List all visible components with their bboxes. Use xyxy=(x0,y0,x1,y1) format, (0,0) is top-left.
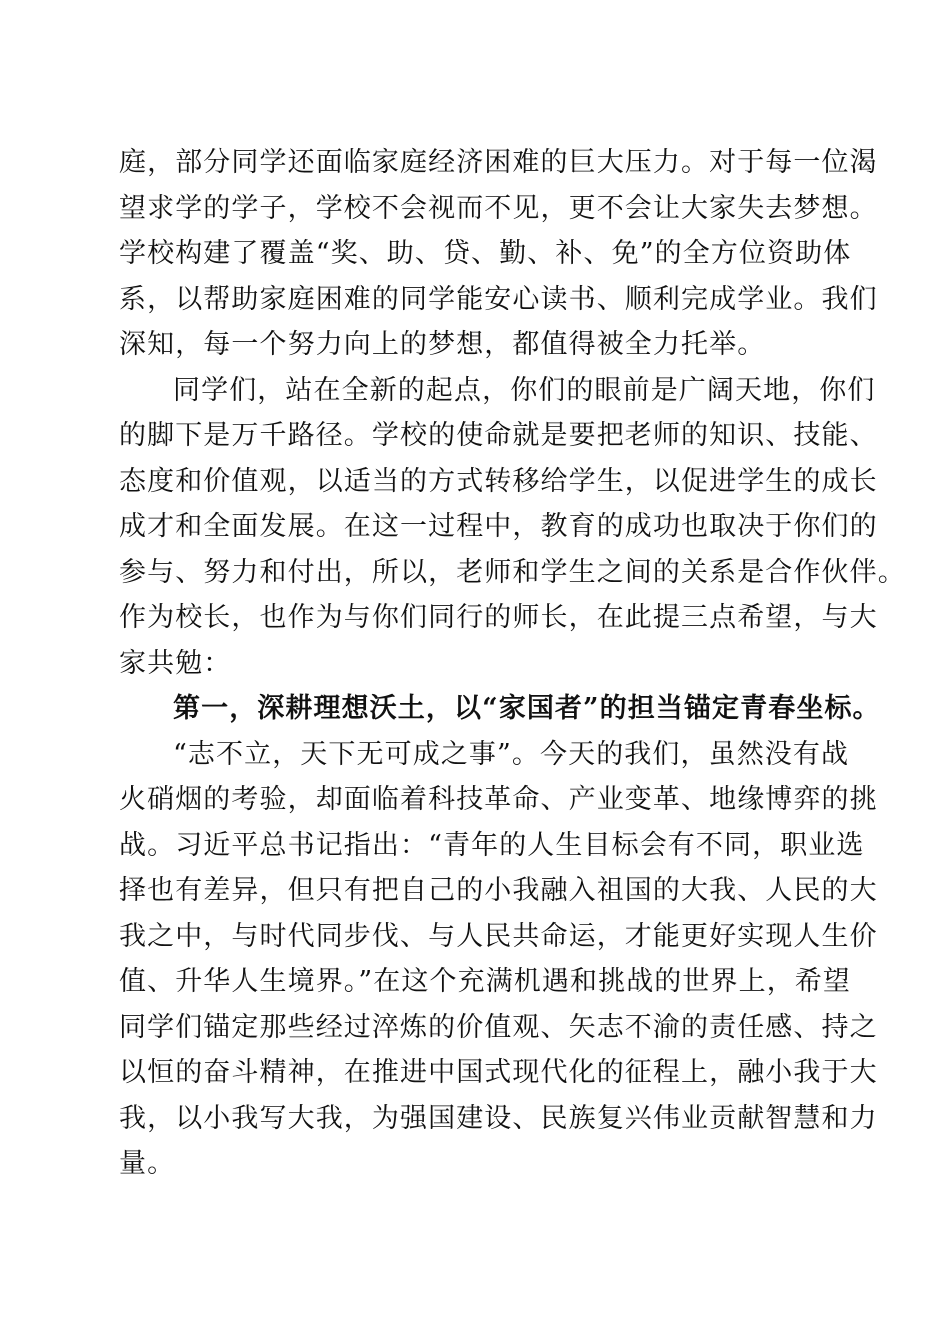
text-line: 择也有差异，但只有把自己的小我融入祖国的大我、人民的大 xyxy=(119,875,878,906)
text-line: 成才和全面发展。在这一过程中，教育的成功也取决于你们的 xyxy=(119,511,878,542)
text-line: 值、升华人生境界。”在这个充满机遇和挑战的世界上，希望 xyxy=(119,966,852,997)
text-line: 以恒的奋斗精神，在推进中国式现代化的征程上，融小我于大 xyxy=(119,1057,878,1088)
text-line: 学校构建了覆盖“奖、助、贷、勤、补、免”的全方位资助体 xyxy=(119,238,852,269)
text-line: 我之中，与时代同步伐、与人民共命运，才能更好实现人生价 xyxy=(119,920,878,952)
text-line: 的脚下是万千路径。学校的使命就是要把老师的知识、技能、 xyxy=(119,420,878,451)
text-line: 望求学的学子，学校不会视而不见，更不会让大家失去梦想。 xyxy=(119,192,878,224)
text-line: 战。习近平总书记指出：“青年的人生目标会有不同，职业选 xyxy=(119,829,865,861)
text-line: 同学们锚定那些经过淬炼的价值观、矢志不渝的责任感、持之 xyxy=(119,1011,878,1043)
text-line: 态度和价值观，以适当的方式转移给学生，以促进学生的成长 xyxy=(119,465,878,497)
text-line: 系，以帮助家庭困难的同学能安心读书、顺利完成学业。我们 xyxy=(119,283,878,315)
section-heading: 第一，深耕理想沃土，以“家国者”的担当锚定青春坐标。 xyxy=(173,693,881,724)
paragraph-start-line: 同学们，站在全新的起点，你们的眼前是广阔天地，你们 xyxy=(173,374,876,406)
text-line: 作为校长，也作为与你们同行的师长，在此提三点希望，与大 xyxy=(119,602,878,633)
paragraph-start-line: “志不立，天下无可成之事”。今天的我们，虽然没有战 xyxy=(173,738,850,770)
text-line: 庭，部分同学还面临家庭经济困难的巨大压力。对于每一位渴 xyxy=(119,147,878,178)
text-line: 家共勉： xyxy=(119,647,232,679)
text-line: 量。 xyxy=(119,1148,176,1179)
text-line: 参与、努力和付出，所以，老师和学生之间的关系是合作伙伴。 xyxy=(119,556,906,588)
text-line: 深知，每一个努力向上的梦想，都值得被全力托举。 xyxy=(119,329,766,360)
text-line: 火硝烟的考验，却面临着科技革命、产业变革、地缘博弈的挑 xyxy=(119,784,878,815)
text-line: 我，以小我写大我，为强国建设、民族复兴伟业贡献智慧和力 xyxy=(119,1102,878,1134)
body-text xyxy=(119,140,906,1187)
